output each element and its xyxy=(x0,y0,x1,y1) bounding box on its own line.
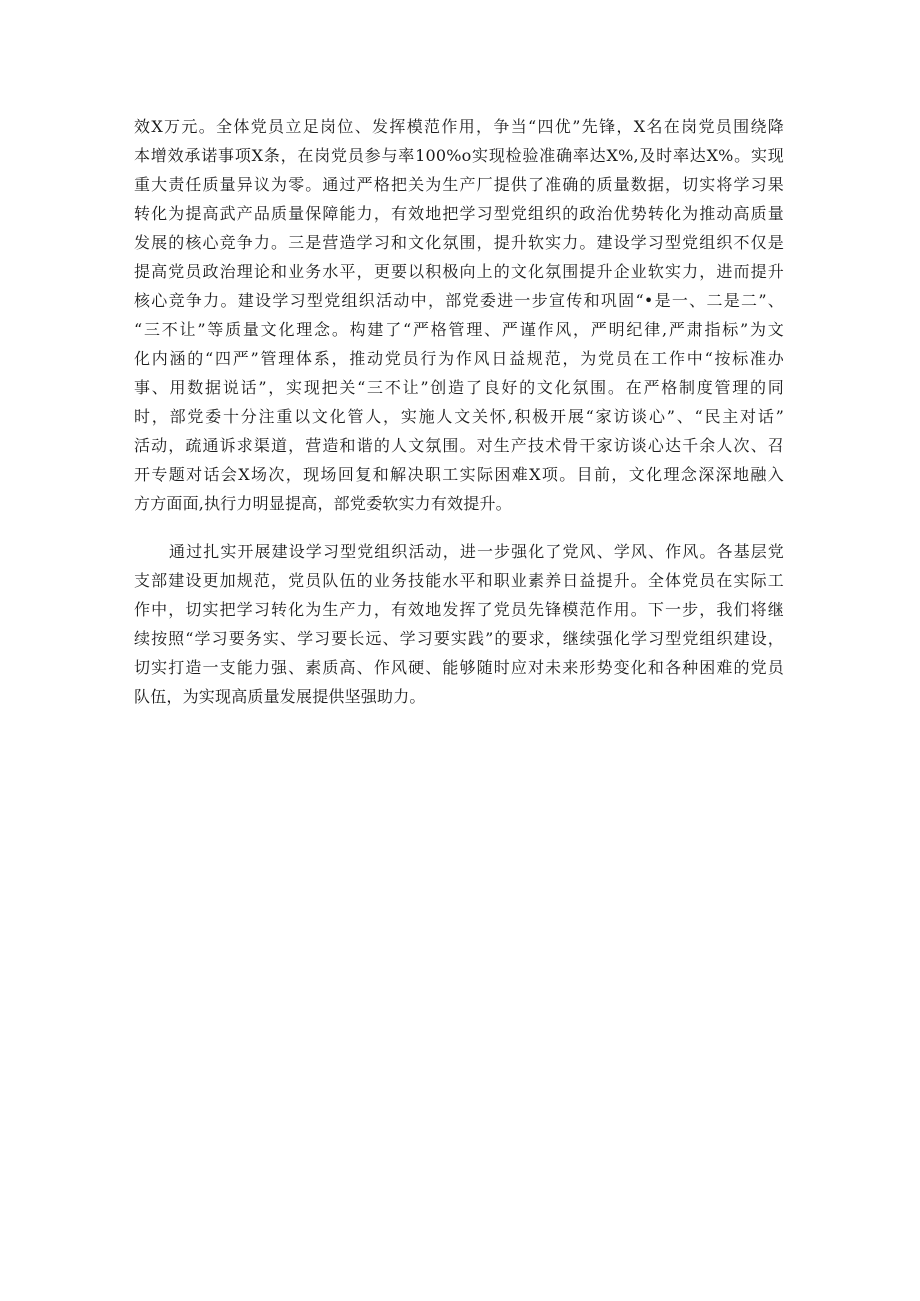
text-line: 作中，切实把学习转化为生产力，有效地发挥了党员先锋模范作用。下一步，我们将继 xyxy=(134,600,784,619)
text-line: 开专题对话会X场次，现场回复和解决职工实际困难X项。目前，文化理念深深地融入 xyxy=(134,465,784,484)
text-line: 发展的核心竞争力。三是营造学习和文化氛围，提升软实力。建设学习型党组织不仅是 xyxy=(134,233,784,252)
text-line: 提高党员政治理论和业务水平，更要以积极向上的文化氛围提升企业软实力，进而提升 xyxy=(134,262,784,281)
text-line: 本增效承诺事项X条，在岗党员参与率100%o实现检验准确率达X%,及时率达X%。实现 xyxy=(134,146,784,165)
document-body xyxy=(134,112,784,711)
text-line: “三不让”等质量文化理念。构建了“严格管理、严谨作风，严明纪律,严肃指标”为文 xyxy=(134,320,784,339)
text-line: 时，部党委十分注重以文化管人，实施人文关怀,积极开展“家访谈心”、“民主对话” xyxy=(134,407,784,426)
text-line: 队伍，为实现高质量发展提供坚强助力。 xyxy=(134,687,426,706)
text-line: 切实打造一支能力强、素质高、作风硬、能够随时应对未来形势变化和各种困难的党员 xyxy=(134,658,784,677)
text-line: 活动，疏通诉求渠道，营造和谐的人文氛围。对生产技术骨干家访谈心达千余人次、召 xyxy=(134,436,784,455)
text-line: 效X万元。全体党员立足岗位、发挥模范作用，争当“四优”先锋，X名在岗党员围绕降 xyxy=(134,117,784,136)
paragraph-2 xyxy=(134,537,784,711)
text-line: 方方面面,执行力明显提高，部党委软实力有效提升。 xyxy=(134,494,512,513)
text-line: 通过扎实开展建设学习型党组织活动，进一步强化了党风、学风、作风。各基层党 xyxy=(169,542,784,561)
text-line: 转化为提高武产品质量保障能力，有效地把学习型党组织的政治优势转化为推动高质量 xyxy=(134,204,784,223)
text-line: 支部建设更加规范，党员队伍的业务技能水平和职业素养日益提升。全体党员在实际工 xyxy=(134,571,784,590)
text-line: 重大责任质量异议为零。通过严格把关为生产厂提供了准确的质量数据，切实将学习果 xyxy=(134,175,784,194)
text-line: 化内涵的“四严”管理体系，推动党员行为作风日益规范，为党员在工作中“按标准办 xyxy=(134,349,784,368)
text-line: 事、用数据说话”，实现把关“三不让”创造了良好的文化氛围。在严格制度管理的同 xyxy=(134,378,784,397)
text-line: 续按照“学习要务实、学习要长远、学习要实践”的要求，继续强化学习型党组织建设， xyxy=(134,629,784,648)
paragraph-1 xyxy=(134,112,784,518)
text-line: 核心竞争力。建设学习型党组织活动中，部党委进一步宣传和巩固“•是一、二是二”、 xyxy=(134,291,784,310)
